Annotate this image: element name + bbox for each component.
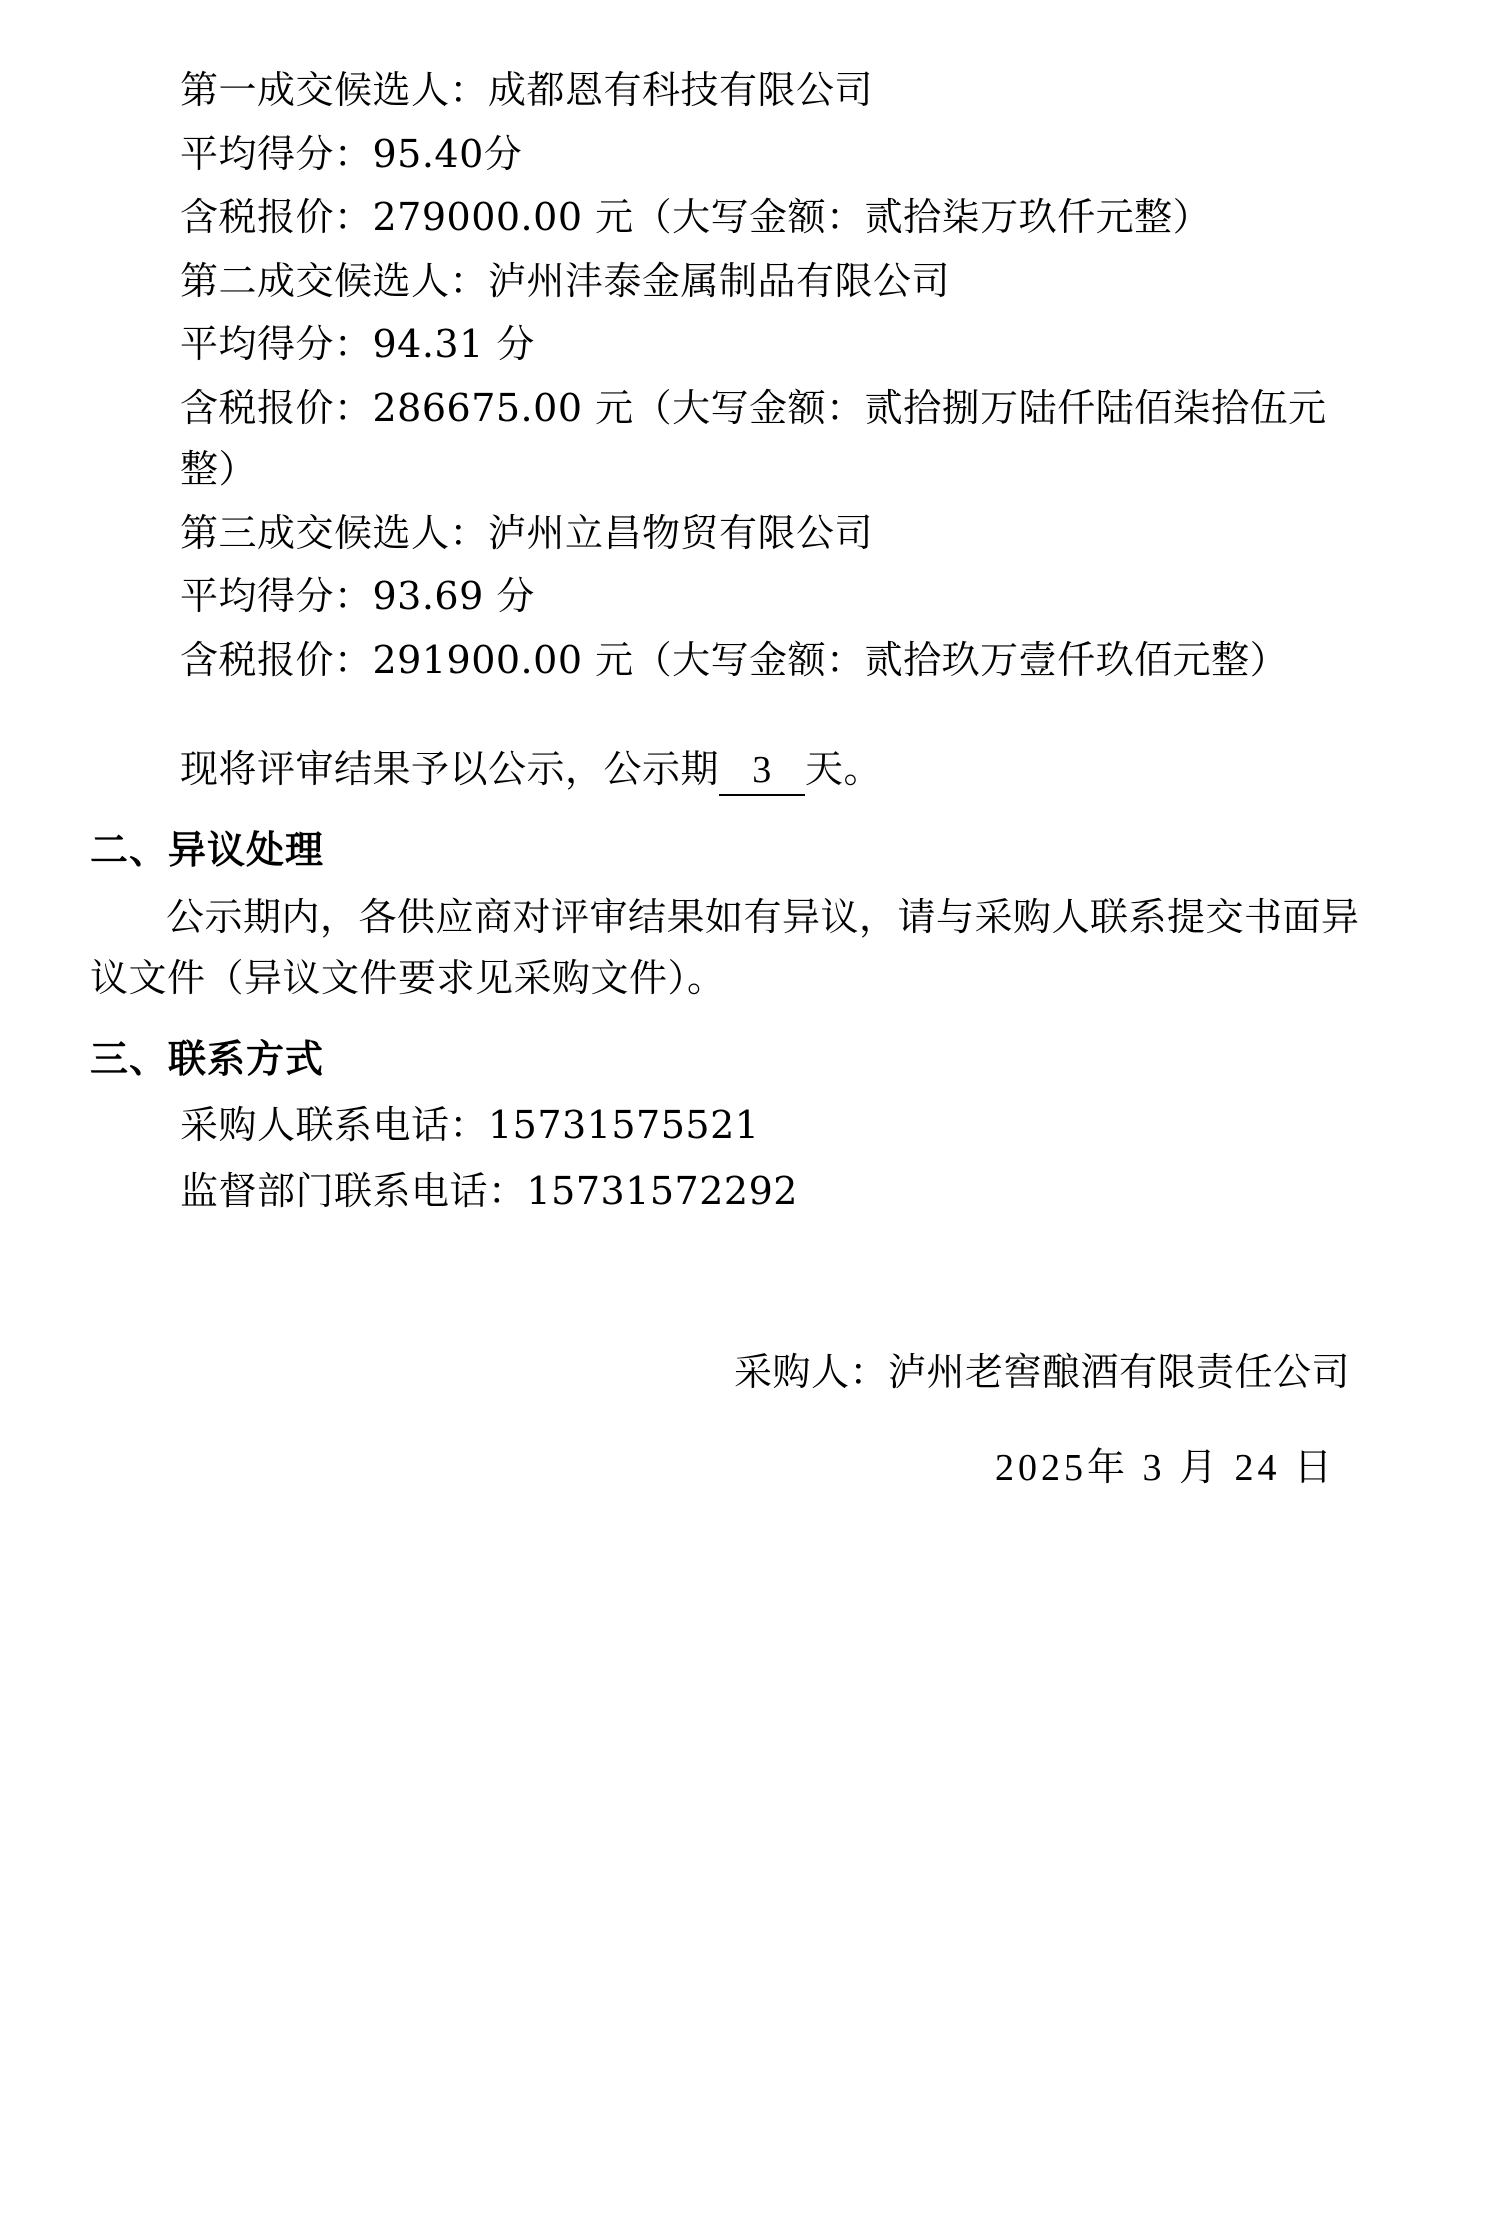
signature-buyer: 采购人：泸州老窖酿酒有限责任公司 — [733, 1350, 1350, 1395]
candidate-1-name: 第一成交候选人：成都恩有科技有限公司 — [180, 68, 874, 112]
notice-days-value: 3 — [719, 748, 805, 796]
notice-suffix: 天。 — [805, 747, 883, 792]
candidates-block — [180, 60, 1380, 801]
section-heading-contact: 三、联系方式 — [90, 1035, 325, 1081]
candidate-3-score: 平均得分：93.69 分 — [180, 574, 535, 619]
signature-date: 2025年 3 月 24 日 — [994, 1446, 1336, 1489]
contact-buyer-phone: 采购人联系电话：15731575521 — [180, 1103, 760, 1148]
candidate-1-price: 含税报价：279000.00 元（大写金额：贰拾柒万玖仟元整） — [180, 195, 1212, 240]
section-body-objection: 公示期内，各供应商对评审结果如有异议，请与采购人联系提交书面异议文件（异议文件要求见采购文件）。 — [90, 894, 1360, 1001]
contact-list — [180, 1095, 1380, 1222]
candidate-2-score: 平均得分：94.31 分 — [180, 322, 535, 367]
contact-supervisor-phone: 监督部门联系电话：15731572292 — [180, 1168, 798, 1213]
notice-prefix: 现将评审结果予以公示，公示期 — [180, 747, 720, 792]
notice-period-line — [180, 739, 1380, 801]
signature-block — [90, 1342, 1380, 1499]
candidate-2-name: 第二成交候选人：泸州沣泰金属制品有限公司 — [180, 258, 951, 303]
candidate-3-name: 第三成交候选人：泸州立昌物贸有限公司 — [180, 510, 874, 555]
section-heading-objection: 二、异议处理 — [90, 827, 325, 873]
candidate-3-price: 含税报价：291900.00 元（大写金额：贰拾玖万壹仟玖佰元整） — [180, 637, 1289, 682]
candidate-1-score: 平均得分：95.40分 — [180, 131, 523, 176]
document-body — [90, 60, 1380, 1499]
candidate-2-price: 含税报价：286675.00 元（大写金额：贰拾捌万陆仟陆佰柒拾伍元整） — [180, 385, 1327, 492]
